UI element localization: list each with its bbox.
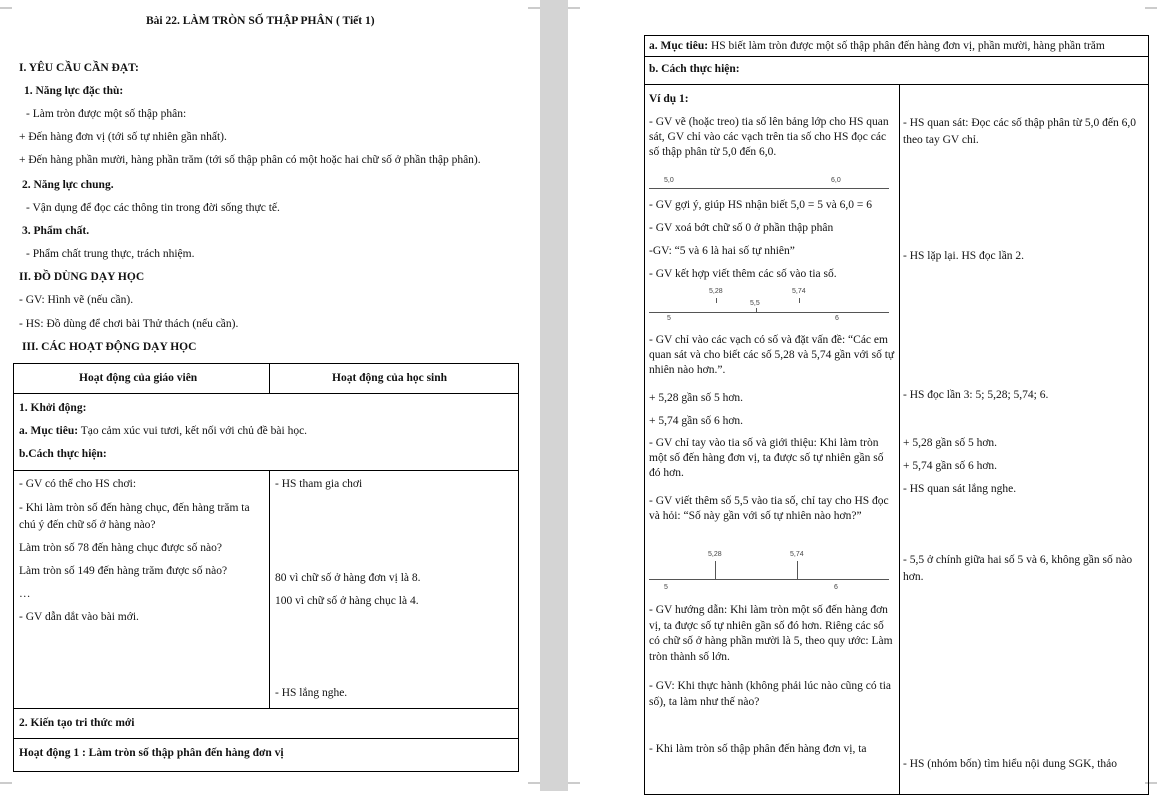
student-step: - HS (nhóm bốn) tìm hiểu nội dung SGK, thảo (903, 758, 1118, 770)
tick-label: 5,5 (750, 300, 760, 307)
text-line: - GV: Hình vẽ (nếu cần). (19, 294, 134, 306)
tick-label: 5,74 (792, 288, 806, 295)
crop-mark-top-right (1145, 0, 1157, 12)
page-gap (540, 0, 568, 791)
table-rule (644, 56, 1149, 57)
tick-label: 5,0 (664, 177, 674, 184)
table-rule (13, 470, 519, 471)
number-line-axis (649, 312, 889, 313)
tick-label: 6,0 (831, 177, 841, 184)
tick-label: 5,74 (790, 551, 804, 558)
activity-1-title: Hoạt động 1 : Làm tròn số thập phân đến hàng đơn vị (19, 747, 284, 759)
tick-label: 5 (664, 584, 668, 591)
tick-mark (716, 298, 717, 303)
table-rule (644, 84, 1149, 85)
crop-mark-top-right (528, 0, 540, 12)
teacher-step: Làm tròn số 149 đến hàng trăm được số nào? (19, 565, 228, 577)
text-line: - HS: Đồ dùng để chơi bài Thử thách (nếu cần). (19, 318, 239, 330)
objective-label: a. Mục tiêu: (19, 425, 79, 437)
text-line: - Làm tròn được một số thập phân: (26, 108, 187, 120)
example-1-label: Ví dụ 1: (649, 93, 689, 105)
subheading-general-competence: 2. Năng lực chung. (22, 179, 114, 191)
section-new-knowledge: 2. Kiến tạo tri thức mới (19, 717, 135, 729)
crop-mark-top-left (568, 0, 580, 12)
tick-label: 5,28 (708, 551, 722, 558)
objective-text: Tạo cảm xúc vui tươi, kết nối với chủ đề bài học. (78, 425, 308, 437)
objective-label: a. Mục tiêu: (649, 40, 709, 52)
teacher-step: - GV dẫn dắt vào bài mới. (19, 611, 139, 623)
text-line: - Phẩm chất trung thực, trách nhiệm. (26, 248, 195, 260)
teacher-step: - Khi làm tròn số thập phân đến hàng đơn vị, ta (649, 743, 867, 755)
teacher-step: - Khi làm tròn số đến hàng chục, đến hàng trăm ta chú ý đến chữ số ở hàng nào? (19, 502, 250, 531)
tick-label: 5 (667, 315, 671, 322)
teacher-step: -GV: “5 và 6 là hai số tự nhiên” (649, 245, 795, 257)
tick-mark (799, 298, 800, 303)
teacher-step: - GV xoá bớt chữ số 0 ở phần thập phân (649, 222, 834, 234)
heading-materials: II. ĐỒ DÙNG DẠY HỌC (19, 271, 145, 283)
number-line-axis (649, 188, 889, 189)
text-line: + Đến hàng phần mười, hàng phần trăm (tới số thập phân có một hoặc hai chữ số ở phần thập phân). (19, 154, 481, 166)
table-rule (13, 708, 519, 709)
crop-mark-top-left (0, 0, 12, 12)
objective-line (649, 39, 1105, 53)
crop-mark-bottom-left (568, 779, 580, 791)
lesson-title: Bài 22. LÀM TRÒN SỐ THẬP PHÂN ( Tiết 1) (146, 15, 375, 27)
method-label: b.Cách thực hiện: (19, 448, 107, 460)
objective-text: HS biết làm tròn được một số thập phân đến hàng đơn vị, phần mười, hàng phần trăm (708, 40, 1105, 52)
student-step: - HS quan sát: Đọc các số thập phân từ 5,0 đến 6,0 theo tay GV chỉ. (903, 117, 1136, 146)
teacher-step: … (19, 588, 31, 600)
table-rule (269, 470, 270, 708)
document-page-left (0, 0, 540, 791)
heading-requirements: I. YÊU CẦU CẦN ĐẠT: (19, 62, 139, 74)
student-step: - HS lắng nghe. (275, 687, 348, 699)
subheading-qualities: 3. Phẩm chất. (22, 225, 90, 237)
number-line-2 (649, 288, 889, 324)
teacher-step: + 5,74 gần số 6 hơn. (649, 415, 744, 427)
section-warmup: 1. Khởi động: (19, 402, 87, 414)
table-header-teacher: Hoạt động của giáo viên (79, 372, 198, 384)
tick-label: 6 (834, 584, 838, 591)
table-header-student: Hoạt động của học sinh (332, 372, 448, 384)
student-step: - HS đọc lần 3: 5; 5,28; 5,74; 6. (903, 389, 1049, 401)
teacher-step: - GV có thể cho HS chơi: (19, 478, 137, 490)
student-step: - HS tham gia chơi (275, 478, 363, 490)
teacher-step: - GV viết thêm số 5,5 vào tia số, chỉ tay cho HS đọc và hỏi: “Số này gần với số tự nhiên nào hơn?” (649, 495, 889, 522)
student-step: + 5,74 gần số 6 hơn. (903, 460, 998, 472)
teacher-step: - GV chỉ vào các vạch có số và đặt vấn đề: “Các em quan sát và cho biết các số 5,28 và 5,74 gần với số tự nhiên nào hơn.”. (649, 334, 895, 376)
student-step: - HS quan sát lắng nghe. (903, 483, 1017, 495)
tick-mark (797, 561, 798, 579)
table-rule (13, 393, 519, 394)
objective-line (19, 424, 307, 438)
tick-mark (715, 561, 716, 579)
teacher-step: - GV gợi ý, giúp HS nhận biết 5,0 = 5 và 6,0 = 6 (649, 199, 872, 211)
student-step: - 5,5 ở chính giữa hai số 5 và 6, không gần số nào hơn. (903, 554, 1133, 583)
teacher-step: - GV vẽ (hoặc treo) tia số lên bảng lớp cho HS quan sát, GV chỉ vào các vạch trên tia số cho HS đọc các số thập phân từ 5,0 đến 6,0. (649, 116, 889, 158)
number-line-3 (649, 549, 889, 593)
student-step: - HS lặp lại. HS đọc lần 2. (903, 250, 1025, 262)
table-rule (13, 738, 519, 739)
teacher-step: - GV hướng dẫn: Khi làm tròn một số đến hàng đơn vị, ta được số tự nhiên gần số đó hơn. Riêng các số có chữ số ở hàng phần mười là 5, theo quy ước: Làm tròn thành số lớn. (649, 604, 893, 663)
number-line-axis (649, 579, 889, 580)
crop-mark-bottom-left (0, 779, 12, 791)
table-rule (899, 84, 900, 795)
heading-activities: III. CÁC HOẠT ĐỘNG DẠY HỌC (22, 341, 197, 353)
text-line: + Đến hàng đơn vị (tới số tự nhiên gần nhất). (19, 131, 227, 143)
teacher-step: - GV: Khi thực hành (không phải lúc nào cũng có tia số), ta làm như thế nào? (649, 680, 892, 708)
student-step: + 5,28 gần số 5 hơn. (903, 437, 998, 449)
teacher-step: Làm tròn số 78 đến hàng chục được số nào? (19, 542, 222, 554)
subheading-specific-competence: 1. Năng lực đặc thù: (24, 85, 124, 97)
crop-mark-bottom-right (528, 779, 540, 791)
teacher-step: + 5,28 gần số 5 hơn. (649, 392, 744, 404)
number-line-1 (649, 176, 889, 192)
teacher-step: - GV kết hợp viết thêm các số vào tia số. (649, 268, 837, 280)
teacher-step: - GV chỉ tay vào tia số và giới thiệu: Khi làm tròn một số đến hàng đơn vị, ta được số tự nhiên gần số đó hơn. (649, 437, 884, 479)
tick-label: 5,28 (709, 288, 723, 295)
student-step: 80 vì chữ số ở hàng đơn vị là 8. (275, 572, 421, 584)
table-rule (269, 363, 270, 393)
document-page-right (568, 0, 1157, 791)
text-line: - Vận dụng để đọc các thông tin trong đời sống thực tế. (26, 202, 280, 214)
student-step: 100 vì chữ số ở hàng chục là 4. (275, 595, 419, 607)
method-label: b. Cách thực hiện: (649, 63, 740, 75)
tick-label: 6 (835, 315, 839, 322)
